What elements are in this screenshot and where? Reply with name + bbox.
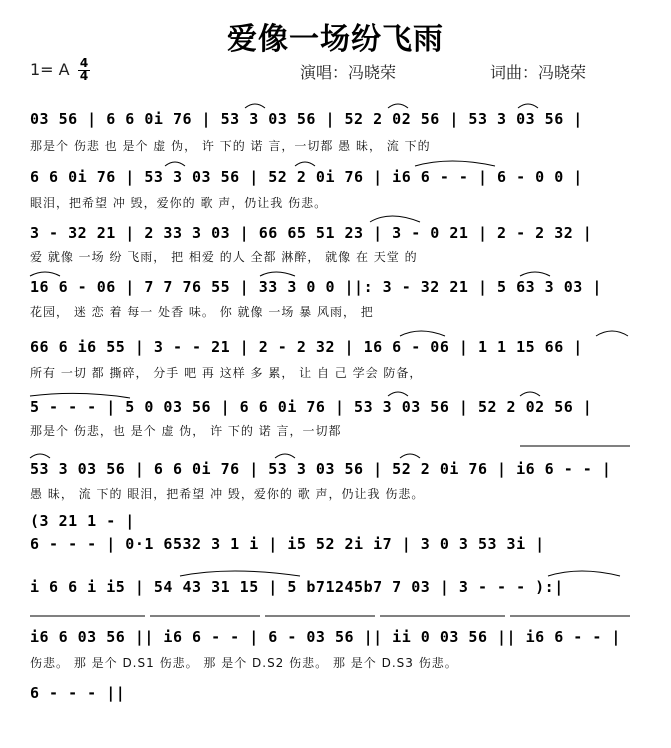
slur-arc (275, 454, 295, 458)
slur-arc (520, 272, 550, 276)
slur-arc (295, 162, 315, 166)
slur-arc (30, 454, 50, 458)
notes-line-10: i 6 6 i i5 | 54 43 31 15 | 5 b71245b7 7 03 | 3 - - - ):| (30, 578, 564, 596)
time-signature-top: 4 (79, 56, 89, 70)
notes-line-3: 3 - 32 21 | 2 33 3 03 | 66 65 51 23 | 3 - 0 21 | 2 - 2 32 | (30, 224, 593, 242)
slur-arc (388, 392, 408, 396)
slur-arc (180, 571, 300, 576)
notes-line-12: 6 - - - || (30, 684, 126, 702)
notes-line-8: (3 21 1 - | (30, 512, 135, 530)
slur-arc (548, 571, 620, 576)
slur-arc (415, 161, 495, 166)
slur-arc (518, 104, 538, 108)
time-signature-bottom: 4 (79, 69, 89, 83)
slur-arc (596, 331, 628, 336)
notes-line-6: 5 - - - | 5 0 03 56 | 6 6 0i 76 | 53 3 03 56 | 52 2 02 56 | (30, 398, 593, 416)
slur-arc (370, 216, 420, 222)
slur-arc (30, 393, 130, 398)
notes-line-2: 6 6 0i 76 | 53 3 03 56 | 52 2 0i 76 | i6 6 - - | 6 - 0 0 | (30, 168, 583, 186)
lyrics-line-7: 愚 昧， 流 下的 眼泪，把希望 冲 毁，爱你的 歌 声，仍让我 伤悲。 (30, 487, 425, 501)
lyrics-line-11: 伤悲。 那 是个 D.S1 伤悲。 那 是个 D.S2 伤悲。 那 是个 D.S3 伤悲。 (30, 656, 458, 670)
slur-arc (260, 272, 295, 276)
slur-arc (165, 162, 185, 166)
notes-line-9: 6 - - - | 0·1 6532 3 1 i | i5 52 2i i7 | 3 0 3 53 3i | (30, 535, 545, 553)
notes-line-5: 66 6 i6 55 | 3 - - 21 | 2 - 2 32 | 16 6 - 06 | 1 1 15 66 | (30, 338, 583, 356)
lyrics-line-2: 眼泪，把希望 冲 毁，爱你的 歌 声，仍让我 伤悲。 (30, 196, 328, 210)
slur-arc (400, 454, 420, 458)
notes-line-1: 03 56 | 6 6 0i 76 | 53 3 03 56 | 52 2 02 56 | 53 3 03 56 | (30, 110, 583, 128)
song-title: 爱像一场纷飞雨 (227, 22, 444, 57)
lyrics-line-1: 那是个 伤悲 也 是个 虚 伪， 许 下的 诺 言，一切都 愚 昧， 流 下的 (30, 139, 431, 153)
lyrics-line-3: 爱 就像 一场 纷 飞雨， 把 相爱 的人 全都 淋醉， 就像 在 天堂 的 (30, 250, 418, 264)
notes-line-7: 53 3 03 56 | 6 6 0i 76 | 53 3 03 56 | 52 2 0i 76 | i6 6 - - | (30, 460, 612, 478)
lyrics-line-4: 花园， 迷 恋 着 每一 处香 味。 你 就像 一场 暴 风雨， 把 (30, 305, 374, 319)
key-signature: 1= A (30, 60, 70, 79)
notes-line-4: 16 6 - 06 | 7 7 76 55 | 33 3 0 0 ||: 3 - 32 21 | 5 63 3 03 | (30, 278, 602, 296)
slur-arc (245, 104, 265, 108)
lyrics-line-6: 那是个 伤悲，也 是个 虚 伪， 许 下的 诺 言，一切都 (30, 424, 342, 438)
lyrics-line-5: 所有 一切 都 撕碎， 分手 吧 再 这样 多 累， 让 自 己 学会 防备， (30, 366, 423, 380)
slur-arc (520, 392, 540, 396)
slur-arc (30, 272, 60, 276)
slur-arc (400, 331, 445, 336)
slur-arc (388, 104, 408, 108)
lyricist-credit: 词曲：冯晓荣 (490, 63, 587, 82)
singer-credit: 演唱：冯晓荣 (300, 63, 397, 82)
notes-line-11: i6 6 03 56 || i6 6 - - | 6 - 03 56 || ii 0 03 56 || i6 6 - - | (30, 628, 621, 646)
